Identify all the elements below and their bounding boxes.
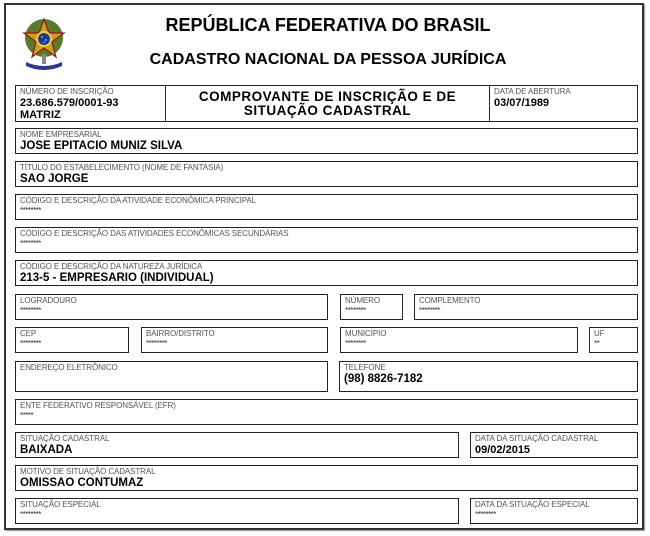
motivo-situacao-value: OMISSAO CONTUMAZ xyxy=(20,477,144,489)
telefone-value: (98) 8826-7182 xyxy=(344,373,423,385)
estabelecimento-tipo-value: MATRIZ xyxy=(20,109,61,121)
uf-box xyxy=(589,327,638,353)
uf-value: ** xyxy=(594,339,600,348)
data-situacao-cadastral-box xyxy=(470,432,638,458)
header-subtitle: CADASTRO NACIONAL DA PESSOA JURÍDICA xyxy=(149,51,507,68)
numero-inscricao-label: NÚMERO DE INSCRIÇÃO xyxy=(20,87,114,96)
situacao-especial-box xyxy=(15,498,459,524)
titulo-estabelecimento-box xyxy=(15,161,638,187)
motivo-situacao-box xyxy=(15,465,638,491)
municipio-value: ******** xyxy=(345,339,366,348)
data-situacao-cadastral-value: 09/02/2015 xyxy=(475,444,531,456)
nome-empresarial-label: NOME EMPRESARIAL xyxy=(20,130,102,139)
logradouro-label: LOGRADOURO xyxy=(20,296,77,305)
logradouro-box xyxy=(15,294,328,320)
numero-box xyxy=(340,294,403,320)
complemento-value: ******** xyxy=(419,306,440,315)
situacao-cadastral-box xyxy=(15,432,459,458)
data-abertura-value: 03/07/1989 xyxy=(494,97,550,109)
data-abertura-label: DATA DE ABERTURA xyxy=(494,87,571,96)
motivo-situacao-label: MOTIVO DE SITUAÇÃO CADASTRAL xyxy=(20,467,156,476)
data-situacao-especial-label: DATA DA SITUAÇÃO ESPECIAL xyxy=(475,500,590,509)
natureza-juridica-value: 213-5 - EMPRESARIO (INDIVIDUAL) xyxy=(20,272,214,284)
telefone-box xyxy=(339,361,638,392)
atividade-principal-value: ******** xyxy=(20,206,41,215)
telefone-label: TELEFONE xyxy=(344,363,386,372)
numero-inscricao-box xyxy=(15,85,166,122)
natureza-juridica-label: CÓDIGO E DESCRIÇÃO DA NATUREZA JURÍDICA xyxy=(20,262,203,271)
logradouro-value: ******** xyxy=(20,306,41,315)
titulo-estabelecimento-value: SAO JORGE xyxy=(20,173,89,185)
atividades-secundarias-label: CÓDIGO E DESCRIÇÃO DAS ATIVIDADES ECONÔMICAS SECUNDÁRIAS xyxy=(20,229,289,238)
efr-box xyxy=(15,399,638,425)
titulo-estabelecimento-label: TÍTULO DO ESTABELECIMENTO (NOME DE FANTASIA) xyxy=(20,163,224,172)
complemento-label: COMPLEMENTO xyxy=(419,296,481,305)
data-situacao-especial-value: ******** xyxy=(475,510,496,519)
situacao-cadastral-value: BAIXADA xyxy=(20,444,73,456)
municipio-box xyxy=(340,327,578,353)
document-title-line2: SITUAÇÃO CADASTRAL xyxy=(243,102,412,118)
numero-value: ******** xyxy=(345,306,366,315)
atividade-principal-label: CÓDIGO E DESCRIÇÃO DA ATIVIDADE ECONÔMICA PRINCIPAL xyxy=(20,196,256,205)
data-situacao-especial-box xyxy=(470,498,638,524)
atividades-secundarias-value: ******** xyxy=(20,239,41,248)
uf-label: UF xyxy=(594,329,605,338)
data-situacao-cadastral-label: DATA DA SITUAÇÃO CADASTRAL xyxy=(475,434,599,443)
municipio-label: MUNICÍPIO xyxy=(345,329,387,338)
bairro-value: ******** xyxy=(146,339,167,348)
atividades-secundarias-box xyxy=(15,227,638,253)
header-title: REPÚBLICA FEDERATIVA DO BRASIL xyxy=(165,15,491,35)
nome-empresarial-box xyxy=(15,128,638,154)
complemento-box xyxy=(414,294,638,320)
numero-label: NÚMERO xyxy=(345,296,380,305)
endereco-eletronico-label: ENDEREÇO ELETRÔNICO xyxy=(20,363,118,372)
document-title-line1: COMPROVANTE DE INSCRIÇÃO E DE xyxy=(198,88,457,104)
nome-empresarial-value: JOSE EPITACIO MUNIZ SILVA xyxy=(20,140,183,152)
data-abertura-box xyxy=(489,85,638,122)
document-title-box xyxy=(165,85,490,122)
endereco-eletronico-box xyxy=(15,361,328,392)
situacao-cadastral-label: SITUAÇÃO CADASTRAL xyxy=(20,434,110,443)
situacao-especial-label: SITUAÇÃO ESPECIAL xyxy=(20,500,101,509)
bairro-label: BAIRRO/DISTRITO xyxy=(146,329,215,338)
atividade-principal-box xyxy=(15,194,638,220)
situacao-especial-value: ******** xyxy=(20,510,41,519)
cep-value: ******** xyxy=(20,339,41,348)
cep-label: CEP xyxy=(20,329,37,338)
bairro-box xyxy=(141,327,328,353)
efr-label: ENTE FEDERATIVO RESPONSÁVEL (EFR) xyxy=(20,401,176,410)
natureza-juridica-box xyxy=(15,260,638,286)
efr-value: ***** xyxy=(20,411,34,420)
cep-box xyxy=(15,327,129,353)
numero-inscricao-value: 23.686.579/0001-93 xyxy=(20,97,119,109)
